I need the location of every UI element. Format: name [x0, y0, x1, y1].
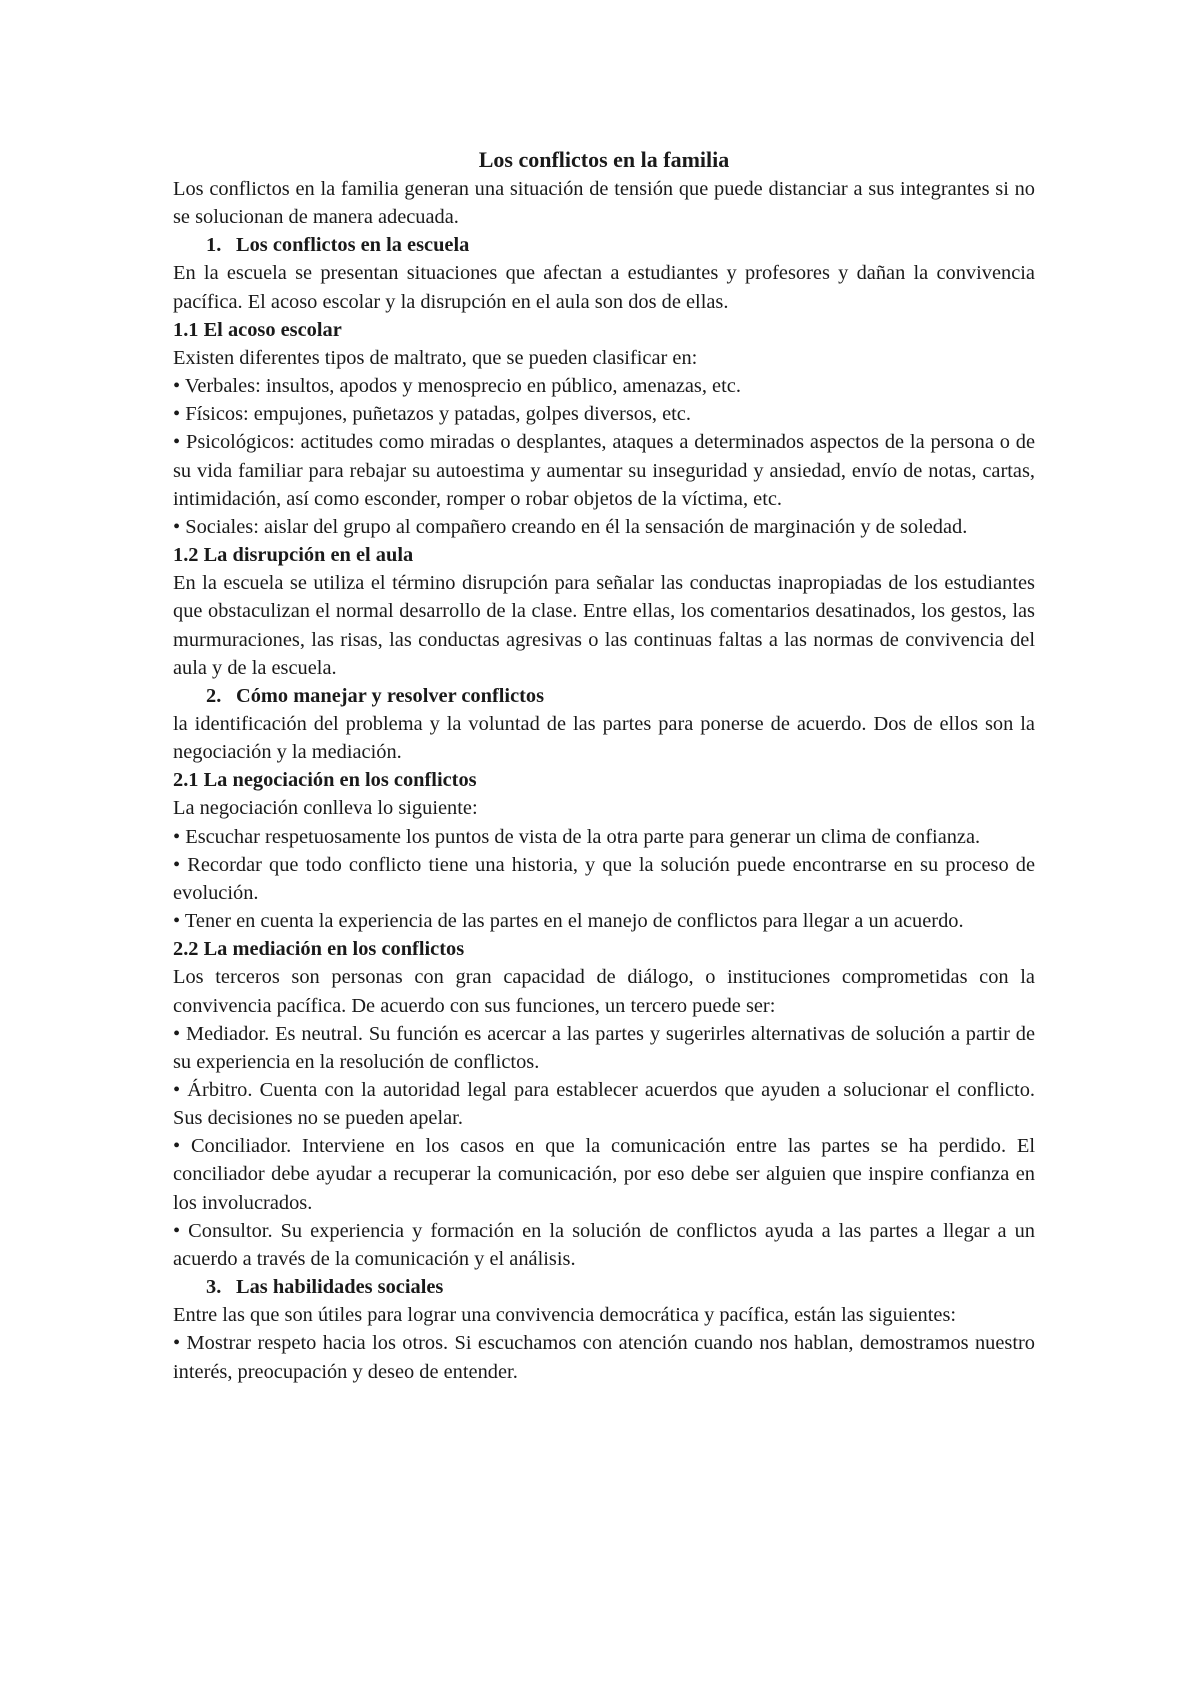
list-item: • Verbales: insultos, apodos y menosprecio en público, amenazas, etc. — [173, 375, 741, 398]
subsection-paragraph: Existen diferentes tipos de maltrato, que se pueden clasificar en: — [173, 346, 698, 369]
section-heading-2 — [173, 682, 1035, 710]
list-item: • Sociales: aislar del grupo al compañero creando en él la sensación de marginación y de soledad. — [173, 515, 968, 538]
section-heading-1 — [173, 231, 1035, 259]
section-title: Las habilidades sociales — [236, 1276, 444, 1299]
document-body — [173, 145, 1035, 1386]
list-item: • Psicológicos: actitudes como miradas o desplantes, ataques a determinados aspectos de la persona o de su vida familiar para rebajar su autoestima y aumentar su inseguridad y ansiedad, envío de notas, cartas, intimidación, así como esconder, romper o robar objetos de la víctima, etc. — [173, 431, 1035, 510]
list-item: • Recordar que todo conflicto tiene una historia, y que la solución puede encontrarse en su proceso de evolución. — [173, 853, 1035, 904]
subsection-heading-1-1: 1.1 El acoso escolar — [173, 318, 342, 341]
section-heading-3 — [173, 1273, 1035, 1301]
document-title: Los conflictos en la familia — [478, 147, 730, 172]
list-item: • Árbitro. Cuenta con la autoridad legal para establecer acuerdos que ayuden a solucionar el conflicto. Sus decisiones no se pueden apelar. — [173, 1079, 1035, 1130]
section-paragraph: la identificación del problema y la voluntad de las partes para ponerse de acuerdo. Dos de ellos son la negociación y la mediación. — [173, 712, 1035, 764]
section-paragraph: Entre las que son útiles para lograr una convivencia democrática y pacífica, están las siguientes: — [173, 1304, 957, 1327]
list-item: • Mostrar respeto hacia los otros. Si escuchamos con atención cuando nos hablan, demostramos nuestro interés, preocupación y deseo de entender. — [173, 1332, 1035, 1383]
section-paragraph: En la escuela se presentan situaciones que afectan a estudiantes y profesores y dañan la convivencia pacífica. El acoso escolar y la disrupción en el aula son dos de ellas. — [173, 262, 1035, 313]
section-number: 3. — [206, 1276, 222, 1299]
list-item: • Físicos: empujones, puñetazos y patadas, golpes diversos, etc. — [173, 403, 691, 426]
section-title: Cómo manejar y resolver conflictos — [236, 684, 545, 707]
list-item: • Mediador. Es neutral. Su función es acercar a las partes y sugerirles alternativas de solución a partir de su experiencia en la resolución de conflictos. — [173, 1022, 1035, 1073]
subsection-heading-1-2: 1.2 La disrupción en el aula — [173, 544, 414, 567]
list-item: • Tener en cuenta la experiencia de las partes en el manejo de conflictos para llegar a un acuerdo. — [173, 910, 964, 933]
subsection-heading-2-1: 2.1 La negociación en los conflictos — [173, 769, 477, 792]
section-title: Los conflictos en la escuela — [236, 234, 470, 257]
intro-paragraph: Los conflictos en la familia generan una situación de tensión que puede distanciar a sus integrantes si no se solucionan de manera adecuada. — [173, 178, 1035, 229]
list-item: • Escuchar respetuosamente los puntos de vista de la otra parte para generar un clima de confianza. — [173, 825, 981, 848]
list-item: • Consultor. Su experiencia y formación en la solución de conflictos ayuda a las partes a llegar a un acuerdo a través de la comunicación y el análisis. — [173, 1219, 1035, 1270]
list-item: • Conciliador. Interviene en los casos en que la comunicación entre las partes se ha perdido. El conciliador debe ayudar a recuperar la comunicación, por eso debe ser alguien que inspire confianza en los involucrados. — [173, 1135, 1035, 1214]
section-number: 2. — [206, 684, 222, 707]
subsection-paragraph: La negociación conlleva lo siguiente: — [173, 797, 478, 820]
section-number: 1. — [206, 234, 222, 257]
subsection-paragraph: En la escuela se utiliza el término disrupción para señalar las conductas inapropiadas de los estudiantes que obstaculizan el normal desarrollo de la clase. Entre ellas, los comentarios desatinados, los gestos, las murmuraciones, las risas, las conductas agresivas o las continuas faltas a las normas de convivencia del aula y de la escuela. — [173, 572, 1035, 679]
subsection-paragraph: Los terceros son personas con gran capacidad de diálogo, o instituciones comprometidas con la convivencia pacífica. De acuerdo con sus funciones, un tercero puede ser: — [173, 966, 1035, 1017]
subsection-heading-2-2: 2.2 La mediación en los conflictos — [173, 938, 465, 961]
